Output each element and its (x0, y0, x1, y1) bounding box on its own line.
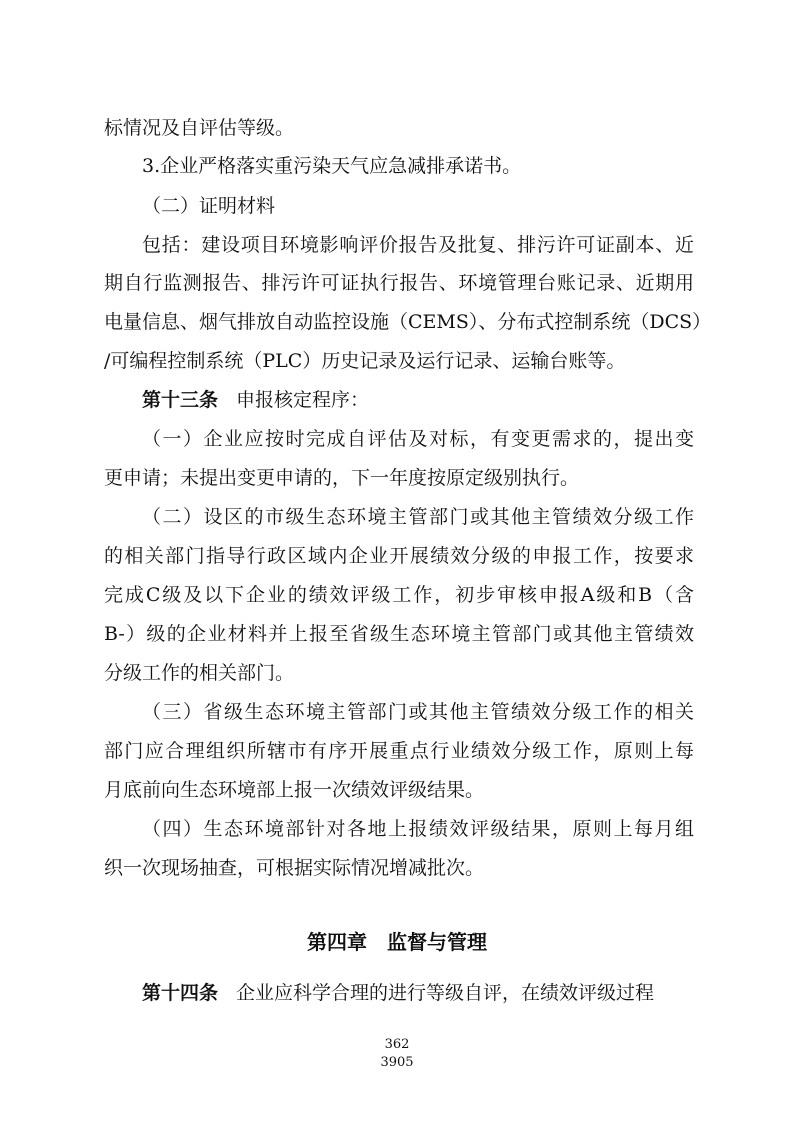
text-line: 期自行监测报告、排污许可证执行报告、环境管理台账记录、近期用 (104, 272, 694, 294)
article-14 (142, 980, 694, 1006)
text-line: 更申请；未提出变更申请的，下一年度按原定级别执行。 (104, 467, 580, 489)
text-line: （三）省级生态环境主管部门或其他主管绩效分级工作的相关 (142, 701, 694, 723)
article-13-title: 第十三条 (142, 389, 219, 411)
text-line: 完成C级及以下企业的绩效评级工作，初步审核申报A级和B（含 (104, 584, 694, 606)
text-line: 包括：建设项目环境影响评价报告及批复、排污许可证副本、近 (142, 234, 694, 256)
text-line: /可编程控制系统（PLC）历史记录及运行记录、运输台账等。 (104, 350, 626, 372)
text-line: 织一次现场抽查，可根据实际情况增减批次。 (104, 857, 485, 879)
text-line: 部门应合理组织所辖市有序开展重点行业绩效分级工作，原则上每 (104, 740, 694, 762)
text-line: 标情况及自评估等级。 (104, 117, 295, 139)
page-number: 362 (384, 1037, 410, 1052)
text-line: 3.企业严格落实重污染天气应急减排承诺书。 (142, 155, 522, 177)
chapter-heading: 第四章 监督与管理 (307, 930, 487, 954)
article-14-text: 企业应科学合理的进行等级自评，在绩效评级过程 (236, 982, 655, 1004)
text-line: 电量信息、烟气排放自动监控设施（CEMS）、分布式控制系统（DCS） (104, 311, 712, 333)
text-line: （二）设区的市级生态环境主管部门或其他主管绩效分级工作 (142, 506, 694, 528)
text-line: 分级工作的相关部门。 (104, 662, 295, 684)
text-line: 的相关部门指导行政区域内企业开展绩效分级的申报工作，按要求 (104, 545, 694, 567)
text-line: 月底前向生态环境部上报一次绩效评级结果。 (104, 779, 485, 801)
total-page-number: 3905 (380, 1055, 414, 1070)
text-line: （一）企业应按时完成自评估及对标，有变更需求的，提出变 (142, 428, 694, 450)
article-14-title: 第十四条 (142, 982, 219, 1004)
section-heading: （二）证明材料 (142, 195, 276, 217)
text-line: （四）生态环境部针对各地上报绩效评级结果，原则上每月组 (142, 818, 694, 840)
text-line: B-）级的企业材料并上报至省级生态环境主管部门或其他主管绩效 (104, 623, 694, 645)
article-13-text: 申报核定程序： (236, 389, 370, 411)
article-13 (142, 387, 694, 413)
